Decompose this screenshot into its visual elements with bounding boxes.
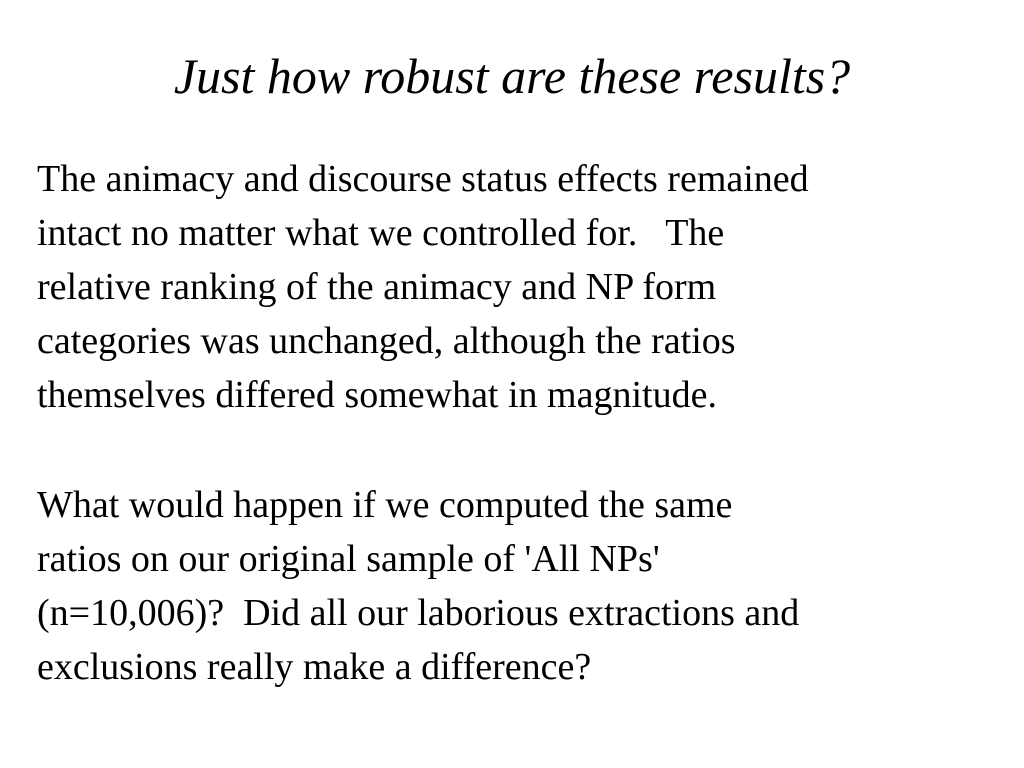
body-paragraph-2 xyxy=(37,478,997,694)
paragraph-2-line-2: ratios on our original sample of 'All NPs' xyxy=(37,538,660,580)
paragraph-1-line-2: intact no matter what we controlled for. The xyxy=(37,212,725,254)
body-paragraph-1 xyxy=(37,152,997,422)
paragraph-1-line-4: categories was unchanged, although the ratios xyxy=(37,320,736,362)
paragraph-2-line-3: (n=10,006)? Did all our laborious extractions and xyxy=(37,592,800,634)
paragraph-2-line-4: exclusions really make a difference? xyxy=(37,646,592,688)
paragraph-1-line-3: relative ranking of the animacy and NP form xyxy=(37,266,717,308)
slide-title: Just how robust are these results? xyxy=(173,48,851,104)
paragraph-1-line-1: The animacy and discourse status effects remained xyxy=(37,158,809,200)
paragraph-1-line-5: themselves differed somewhat in magnitude. xyxy=(37,374,717,416)
paragraph-2-line-1: What would happen if we computed the same xyxy=(37,484,733,526)
